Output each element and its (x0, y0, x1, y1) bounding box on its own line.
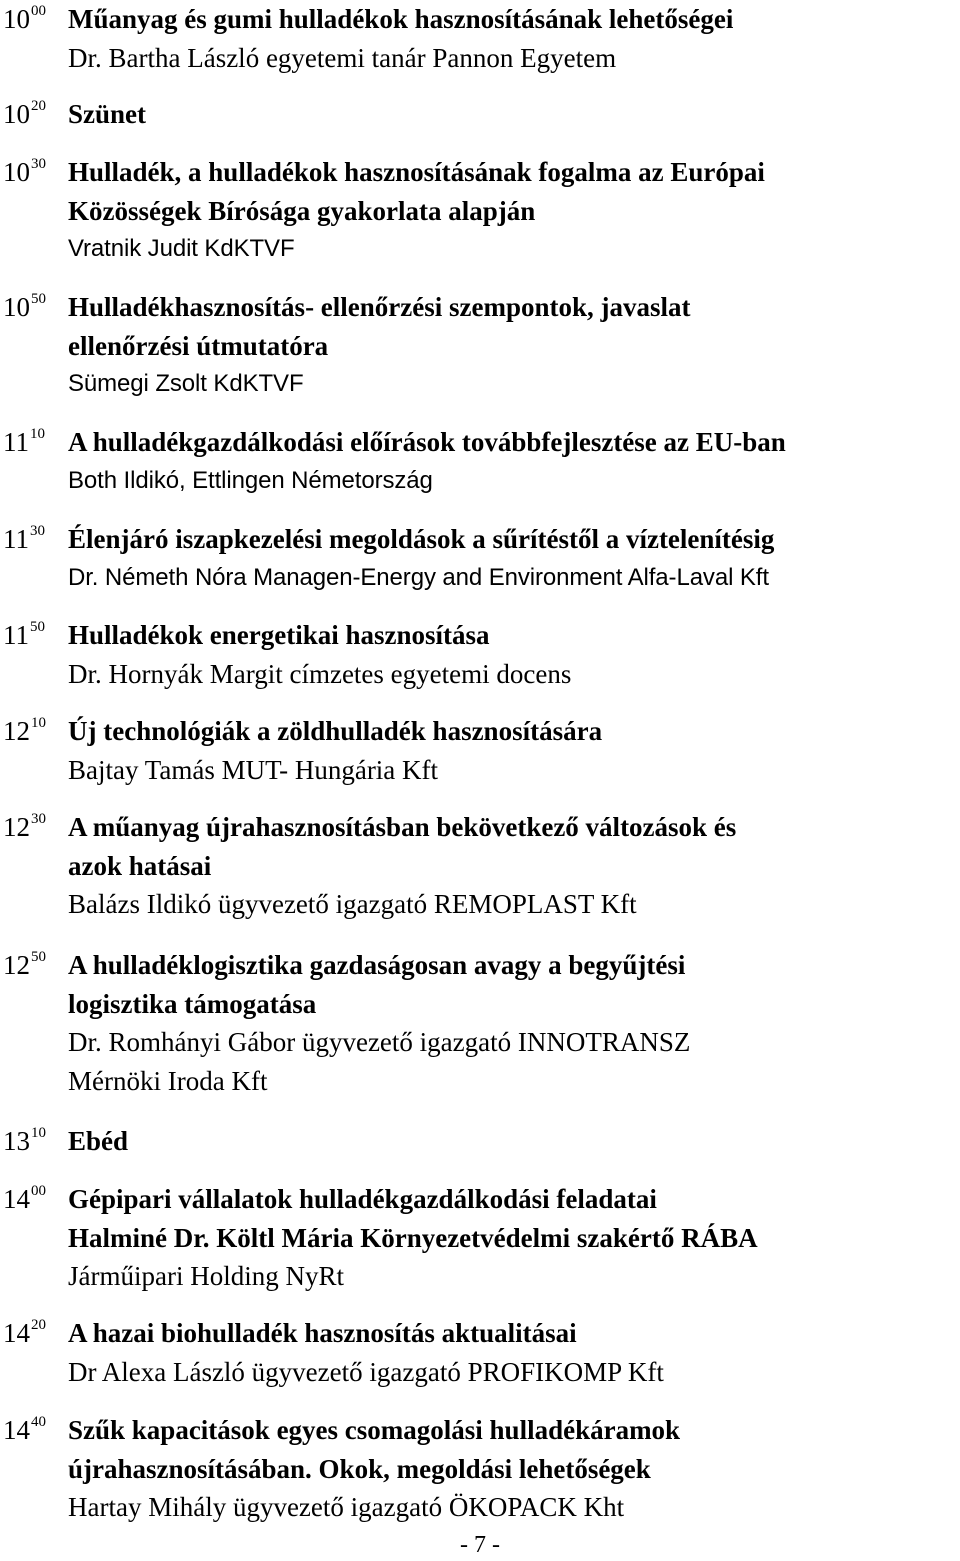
session-time (3, 712, 46, 756)
time-minute: 20 (31, 1317, 46, 1333)
time-hour: 12 (3, 716, 30, 746)
time-minute: 30 (30, 523, 45, 539)
session-title-line (68, 946, 960, 985)
speaker-line (68, 655, 960, 694)
session-details (68, 520, 960, 597)
session-details (68, 808, 960, 924)
time-minute: 10 (31, 1125, 46, 1141)
time-minute: 40 (31, 1414, 46, 1430)
line-text: Mérnöki Iroda Kft (68, 1066, 268, 1097)
session-time (3, 1122, 46, 1166)
line-text: Dr Alexa László ügyvezető igazgató PROFIKOMP Kft (68, 1356, 664, 1387)
session-title-line (68, 520, 960, 559)
session-title-line (68, 1314, 960, 1353)
session-details (68, 616, 960, 693)
time-minute: 20 (31, 98, 46, 114)
line-text: A műanyag újrahasznosításban bekövetkező változások és (68, 812, 737, 842)
line-text: újrahasznosításában. Okok, megoldási lehetőségek (68, 1453, 651, 1484)
time-hour: 14 (3, 1415, 30, 1445)
session-title-line (68, 616, 960, 655)
session-title-line (68, 423, 960, 462)
line-text: Vratnik Judit KdKTVF (68, 235, 295, 263)
time-hour: 11 (3, 427, 29, 457)
line-text: Dr. Hornyák Margit címzetes egyetemi docens (68, 658, 572, 689)
session-title-line (68, 1450, 960, 1489)
line-text: Közösségek Bírósága gyakorlata alapján (68, 195, 536, 226)
line-text: Szünet (68, 99, 147, 129)
page-number: - 7 - (460, 1532, 500, 1558)
line-text: Ebéd (68, 1126, 129, 1156)
session-details (68, 1122, 960, 1161)
line-text: A hazai biohulladék hasznosítás aktualitásai (68, 1318, 577, 1348)
session-time (3, 520, 45, 564)
session-time (3, 1314, 46, 1358)
session-title-line (68, 1219, 960, 1258)
session-details (68, 1180, 960, 1296)
session-title-line (68, 712, 960, 751)
time-hour: 12 (3, 950, 30, 980)
line-text: Dr. Németh Nóra Managen-Energy and Environment Alfa-Laval Kft (68, 563, 769, 591)
time-minute: 50 (31, 949, 46, 965)
time-minute: 00 (31, 3, 46, 19)
line-text: Hulladékok energetikai hasznosítása (68, 620, 490, 650)
time-minute: 10 (30, 426, 45, 442)
speaker-line (68, 1257, 960, 1296)
line-text: A hulladéklogisztika gazdaságosan avagy a begyűjtési (68, 950, 686, 980)
session-title-line (68, 808, 960, 847)
speaker-line (68, 1488, 960, 1527)
time-hour: 14 (3, 1184, 30, 1214)
time-hour: 11 (3, 524, 29, 554)
session-title-line (68, 153, 960, 192)
speaker-line (68, 462, 960, 501)
line-text: Járműipari Holding NyRt (68, 1261, 344, 1292)
line-text: Hartay Mihály ügyvezető igazgató ÖKOPACK Kht (68, 1492, 625, 1523)
time-hour: 11 (3, 620, 29, 650)
speaker-line (68, 230, 960, 269)
session-title-line (68, 1180, 960, 1219)
session-details (68, 946, 960, 1101)
session-title-line (68, 1122, 960, 1161)
session-title-line (68, 847, 960, 886)
session-time (3, 95, 46, 139)
session-title-line (68, 1411, 960, 1450)
speaker-line (68, 1023, 960, 1062)
time-hour: 14 (3, 1318, 30, 1348)
line-text: ellenőrzési útmutatóra (68, 330, 329, 361)
session-title-line (68, 288, 960, 327)
session-title-line (68, 0, 960, 39)
line-text: Szűk kapacitások egyes csomagolási hulladékáramok (68, 1415, 681, 1445)
speaker-line (68, 751, 960, 790)
session-title-line (68, 985, 960, 1024)
session-time (3, 946, 46, 990)
speaker-line (68, 1353, 960, 1392)
session-details (68, 153, 960, 269)
line-text: Both Ildikó, Ettlingen Németország (68, 466, 433, 494)
session-title-line (68, 192, 960, 231)
session-time (3, 1180, 46, 1224)
speaker-line (68, 39, 960, 78)
time-hour: 12 (3, 812, 30, 842)
line-text: Dr. Romhányi Gábor ügyvezető igazgató INNOTRANSZ (68, 1027, 691, 1058)
session-details (68, 0, 960, 77)
line-text: Halminé Dr. Költl Mária Környezetvédelmi szakértő RÁBA (68, 1222, 758, 1253)
session-time (3, 616, 45, 660)
line-text: logisztika támogatása (68, 988, 317, 1019)
session-time (3, 423, 45, 467)
time-minute: 30 (31, 156, 46, 172)
session-title-line (68, 95, 960, 134)
speaker-line (68, 559, 960, 598)
time-hour: 10 (3, 4, 30, 34)
session-details (68, 1314, 960, 1391)
line-text: Bajtay Tamás MUT- Hungária Kft (68, 754, 439, 785)
line-text: azok hatásai (68, 850, 212, 881)
session-time (3, 153, 46, 197)
session-time (3, 0, 46, 44)
session-details (68, 423, 960, 500)
session-details (68, 288, 960, 404)
time-minute: 30 (31, 811, 46, 827)
time-minute: 10 (31, 715, 46, 731)
line-text: Hulladék, a hulladékok hasznosításának fogalma az Európai (68, 157, 765, 187)
line-text: Gépipari vállalatok hulladékgazdálkodási feladatai (68, 1184, 657, 1214)
line-text: Dr. Bartha László egyetemi tanár Pannon Egyetem (68, 42, 617, 73)
time-hour: 13 (3, 1126, 30, 1156)
time-hour: 10 (3, 99, 30, 129)
line-text: Hulladékhasznosítás- ellenőrzési szempontok, javaslat (68, 292, 691, 322)
time-minute: 00 (31, 1183, 46, 1199)
line-text: Sümegi Zsolt KdKTVF (68, 370, 304, 398)
line-text: Élenjáró iszapkezelési megoldások a sűrítéstől a víztelenítésig (68, 524, 775, 554)
session-time (3, 288, 46, 332)
session-time (3, 1411, 46, 1455)
speaker-line (68, 885, 960, 924)
line-text: Balázs Ildikó ügyvezető igazgató REMOPLAST Kft (68, 889, 637, 920)
session-time (3, 808, 46, 852)
session-title-line (68, 327, 960, 366)
line-text: Új technológiák a zöldhulladék hasznosítására (68, 716, 603, 746)
line-text: Műanyag és gumi hulladékok hasznosításának lehetőségei (68, 4, 734, 34)
speaker-line (68, 365, 960, 404)
time-minute: 50 (30, 619, 45, 635)
session-details (68, 95, 960, 134)
line-text: A hulladékgazdálkodási előírások továbbfejlesztése az EU-ban (68, 427, 786, 457)
time-hour: 10 (3, 157, 30, 187)
time-hour: 10 (3, 292, 30, 322)
session-details (68, 712, 960, 789)
speaker-line (68, 1062, 960, 1101)
session-details (68, 1411, 960, 1527)
time-minute: 50 (31, 291, 46, 307)
